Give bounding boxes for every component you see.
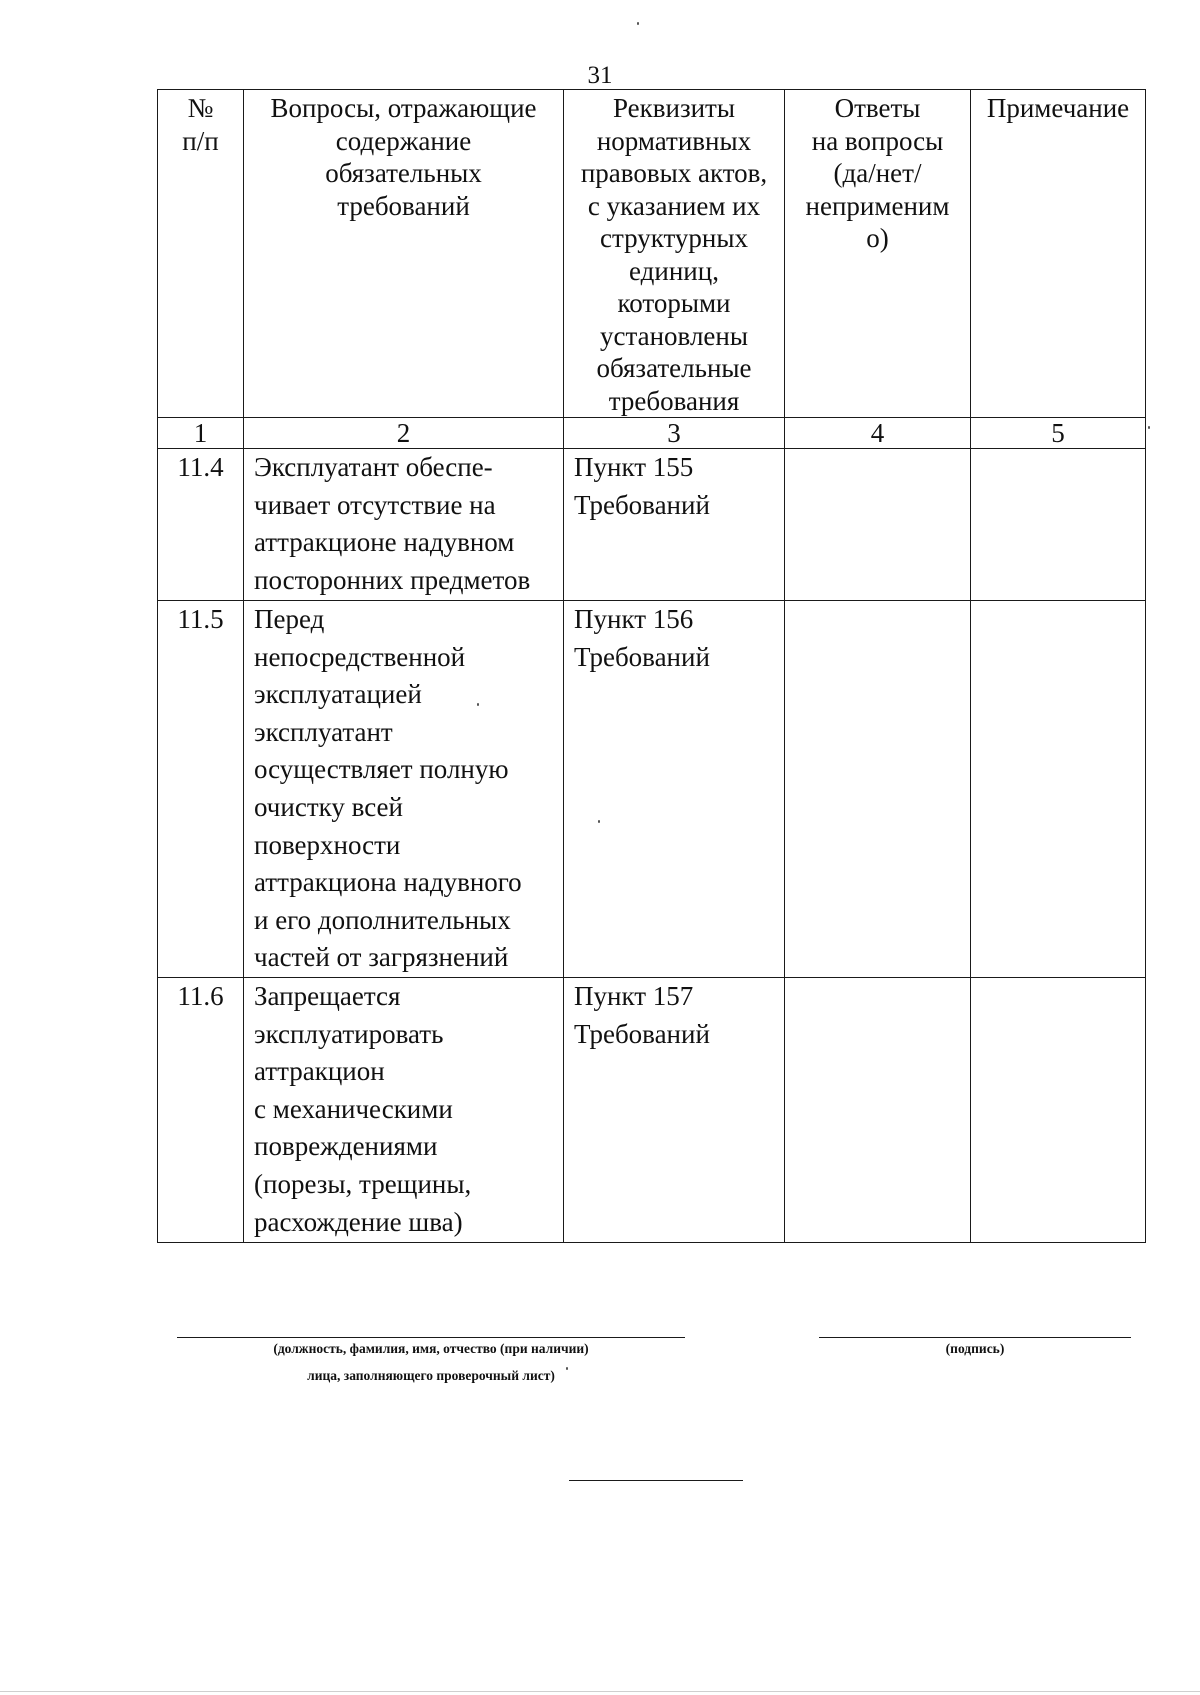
cell-text-line: структурных — [599, 223, 749, 253]
table-row — [158, 449, 1146, 601]
cell-text-line: Требований — [574, 489, 710, 520]
row-answer-cell[interactable] — [785, 601, 971, 978]
cell-text-line: с указанием их — [587, 190, 761, 221]
table-row — [158, 601, 1146, 978]
cell-text-line: которыми — [617, 288, 731, 318]
cell-text-line: правовых актов, — [580, 158, 768, 188]
scan-speck — [637, 22, 639, 25]
cell-text-line: Пункт 155 — [574, 452, 694, 482]
scan-speck — [566, 1367, 568, 1370]
cell-text-line: и его дополнительных — [254, 904, 511, 935]
cell-text-line: единиц, — [629, 255, 719, 286]
cell-text-line: поверхности — [254, 829, 401, 860]
header-number — [158, 90, 244, 418]
column-number: 5 — [971, 418, 1146, 449]
cell-text-line: (да/нет/ — [833, 158, 922, 188]
cell-text-line: требования — [608, 385, 740, 416]
cell-text-line: посторонних предметов — [254, 564, 531, 595]
cell-text-line: нормативных — [596, 125, 752, 156]
scan-speck — [598, 820, 600, 823]
row-reference — [564, 601, 785, 978]
row-question — [244, 601, 564, 978]
cell-text-line: чивает отсутствие на — [254, 489, 496, 520]
row-note-cell[interactable] — [971, 601, 1146, 978]
row-question — [244, 978, 564, 1243]
column-number-row — [158, 418, 1146, 449]
cell-text-line: (порезы, трещины, — [254, 1168, 472, 1199]
cell-text-line: Эксплуатант обеспе- — [254, 452, 493, 482]
cell-text-line: требований — [337, 190, 470, 221]
row-number: 11.5 — [158, 601, 244, 978]
cell-text-line: аттракционе надувном — [254, 527, 515, 558]
cell-text-line: непосредственной — [254, 641, 466, 672]
cell-text-line: Перед — [254, 604, 325, 634]
cell-text-line: неприменим — [805, 190, 950, 221]
cell-text-line: Пункт 157 — [574, 981, 694, 1011]
scan-bottom-edge — [0, 1691, 1200, 1692]
position-name-signature-line — [177, 1337, 685, 1338]
header-question — [244, 90, 564, 418]
cell-text-line: повреждениями — [254, 1131, 438, 1162]
cell-text-line: Требований — [574, 1018, 710, 1049]
column-number: 3 — [564, 418, 785, 449]
cell-text-line: Реквизиты — [612, 93, 735, 123]
position-name-caption: (должность, фамилия, имя, отчество (при наличии) — [273, 1341, 589, 1356]
cell-text-line: содержание — [335, 125, 472, 156]
column-number: 1 — [158, 418, 244, 449]
position-name-caption-continued: лица, заполняющего проверочный лист) — [307, 1368, 555, 1383]
cell-text-line: эксплуатировать — [254, 1018, 444, 1049]
row-number: 11.4 — [158, 449, 244, 601]
cell-text-line: частей от загрязнений — [254, 942, 509, 973]
scan-speck — [477, 703, 479, 706]
cell-text-line: обязательных — [325, 158, 482, 188]
row-reference — [564, 978, 785, 1243]
cell-text-line: эксплуатацией — [254, 679, 422, 710]
scan-speck — [1148, 426, 1150, 429]
end-of-document-rule — [569, 1480, 743, 1481]
cell-text-line: осуществляет полную — [254, 754, 509, 785]
cell-text-line: установлены — [600, 320, 748, 351]
cell-text-line: очистку всей — [254, 791, 403, 822]
cell-text-line: о) — [866, 223, 889, 253]
signature-line — [819, 1337, 1131, 1338]
column-number: 4 — [785, 418, 971, 449]
cell-text-line: Ответы — [834, 93, 921, 123]
cell-text-line: на вопросы — [811, 125, 944, 156]
cell-text-line: эксплуатант — [254, 716, 393, 747]
row-number: 11.6 — [158, 978, 244, 1243]
table-header-row — [158, 90, 1146, 418]
header-answer — [785, 90, 971, 418]
row-answer-cell[interactable] — [785, 449, 971, 601]
cell-text-line: Пункт 156 — [574, 604, 694, 634]
cell-text-line: Запрещается — [254, 981, 401, 1011]
cell-text-line: Примечание — [986, 93, 1130, 123]
row-answer-cell[interactable] — [785, 978, 971, 1243]
row-note-cell[interactable] — [971, 978, 1146, 1243]
cell-text-line: п/п — [182, 125, 219, 156]
row-reference — [564, 449, 785, 601]
cell-text-line: аттракцион — [254, 1056, 385, 1087]
row-question — [244, 449, 564, 601]
cell-text-line: № — [187, 93, 214, 123]
row-note-cell[interactable] — [971, 449, 1146, 601]
cell-text-line: обязательные — [596, 353, 752, 383]
column-number: 2 — [244, 418, 564, 449]
cell-text-line: аттракциона надувного — [254, 867, 522, 898]
table-row — [158, 978, 1146, 1243]
header-reference — [564, 90, 785, 418]
checklist-table — [157, 89, 1146, 1243]
cell-text-line: Вопросы, отражающие — [270, 93, 537, 123]
cell-text-line: расхождение шва) — [254, 1206, 463, 1237]
header-note — [971, 90, 1146, 418]
cell-text-line: Требований — [574, 641, 710, 672]
signature-caption: (подпись) — [945, 1341, 1005, 1356]
page-number: 31 — [587, 62, 613, 89]
cell-text-line: с механическими — [254, 1093, 453, 1124]
